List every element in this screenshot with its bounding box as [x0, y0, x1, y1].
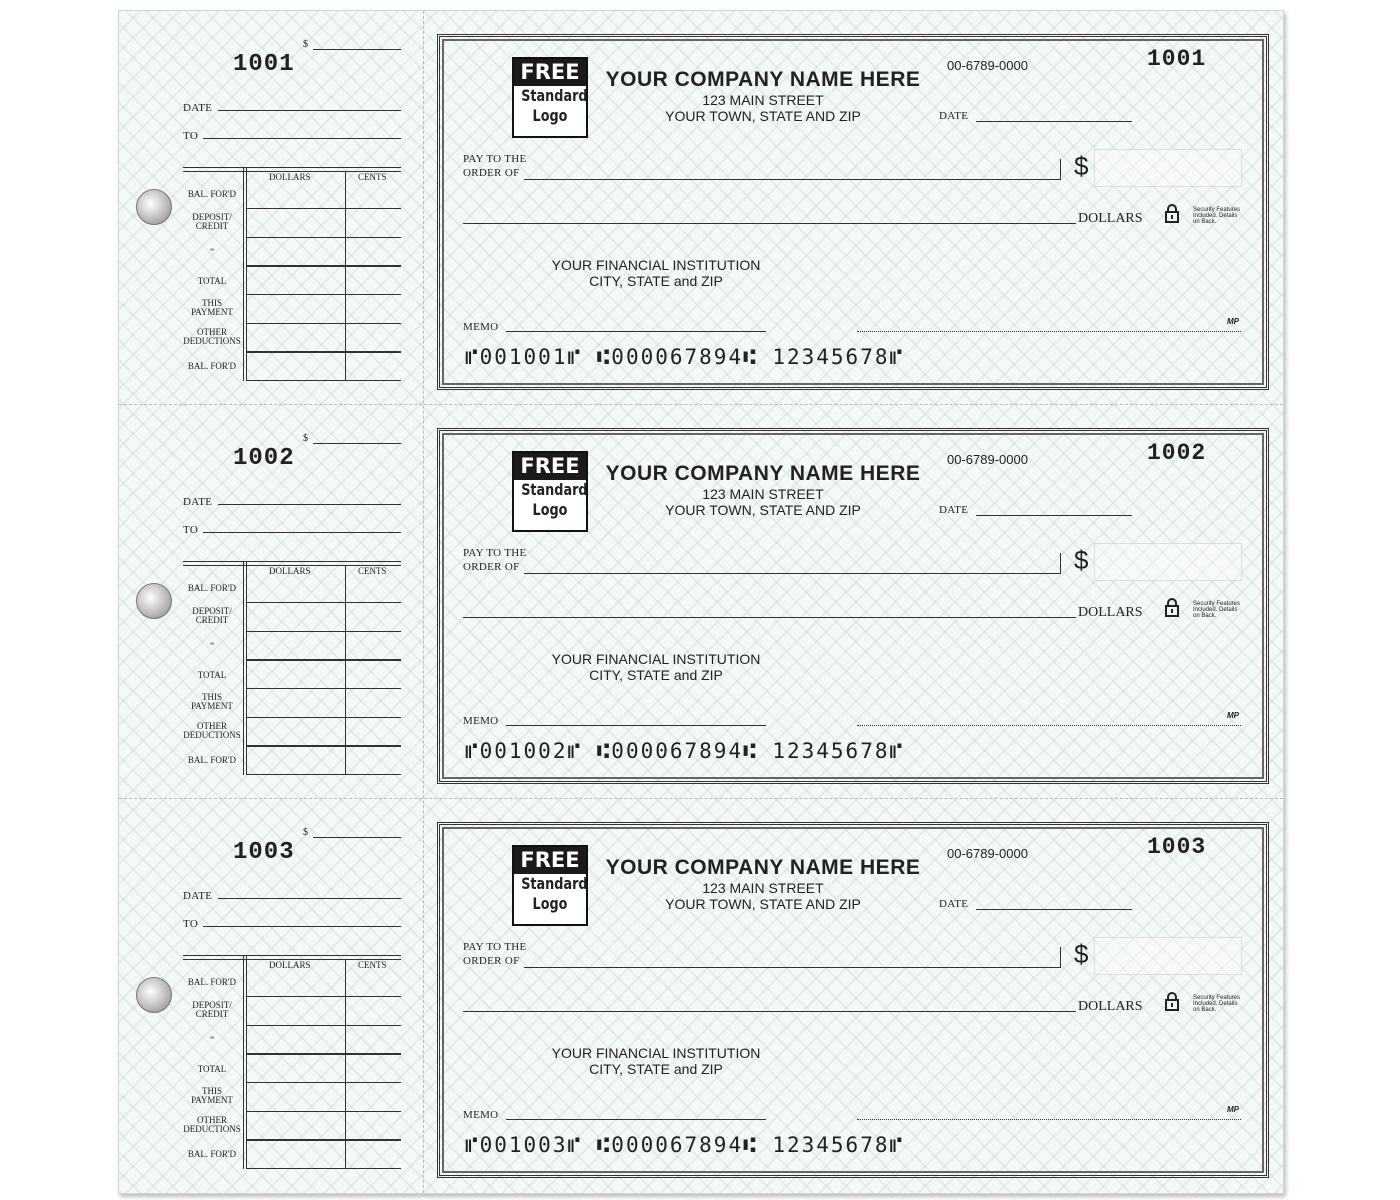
stub-row-line — [246, 294, 401, 295]
stub-row-line — [246, 996, 401, 997]
binder-hole — [136, 977, 172, 1013]
stub-to-label: TO — [183, 130, 199, 142]
mp-mark: MP — [1227, 711, 1239, 720]
logo-logo: Logo — [532, 500, 568, 519]
logo-logo: Logo — [532, 106, 568, 125]
stub-row-label: BAL. FOR'D — [187, 755, 237, 765]
logo-logo: Logo — [532, 894, 568, 913]
memo-line[interactable] — [506, 331, 766, 332]
stub-row-label: TOTAL — [197, 670, 227, 680]
dollars-label: DOLLARS — [1078, 211, 1143, 226]
stub-check-number: 1001 — [233, 51, 295, 78]
stub-row-label: THIS PAYMENT — [191, 1086, 233, 1105]
stub-cents-header: CENTS — [358, 566, 387, 576]
logo-standard: Standard — [521, 86, 588, 105]
stub-dollar-sign: $ — [303, 39, 308, 50]
stub-to-label: TO — [183, 918, 199, 930]
stub-row-line — [246, 208, 401, 209]
stub-cents-divider — [345, 171, 346, 381]
bank-name: YOUR FINANCIAL INSTITUTION — [551, 257, 761, 273]
check-row — [119, 799, 1283, 1193]
stub-row-line — [246, 323, 401, 324]
memo-label: MEMO — [463, 1109, 499, 1121]
memo-label: MEMO — [463, 321, 499, 333]
stub-row-label: TOTAL — [197, 276, 227, 286]
mp-mark: MP — [1227, 1105, 1239, 1114]
stub-row-label: ” — [210, 641, 214, 651]
amount-words-line[interactable] — [463, 223, 1076, 224]
stub-row-label: OTHER DEDUCTIONS — [183, 721, 241, 740]
pay-to-label: PAY TO THE — [463, 547, 527, 559]
stub-row-label: DEPOSIT/ CREDIT — [192, 606, 232, 625]
routing-fraction: 00-6789-0000 — [947, 846, 1028, 861]
stub-row-line — [246, 1111, 401, 1112]
security-note: Security Features Included. Details on Back. — [1193, 207, 1241, 225]
company-name: YOUR COMPANY NAME HERE — [605, 68, 921, 91]
stub-row-line — [246, 659, 401, 661]
stub-table-divider — [243, 955, 247, 1169]
check-row — [119, 11, 1283, 405]
logo-standard: Standard — [521, 480, 588, 499]
check-number: 1001 — [1147, 46, 1207, 72]
stub-date-label: DATE — [183, 102, 213, 114]
memo-line[interactable] — [506, 1119, 766, 1120]
stub-to-line[interactable] — [203, 926, 401, 927]
binder-hole — [136, 583, 172, 619]
stub-row-line — [246, 1025, 401, 1026]
stub-row-label: BAL. FOR'D — [187, 977, 237, 987]
stub-table-divider — [243, 561, 247, 775]
amount-words-line[interactable] — [463, 617, 1076, 618]
dollars-label: DOLLARS — [1078, 999, 1143, 1014]
lock-icon — [1164, 597, 1180, 617]
company-street: 123 MAIN STREET — [702, 880, 824, 896]
amount-words-line[interactable] — [463, 1011, 1076, 1012]
stub-amount-line[interactable] — [313, 49, 401, 50]
date-line[interactable] — [976, 515, 1132, 516]
lock-icon — [1164, 991, 1180, 1011]
logo-free: FREE — [514, 847, 586, 874]
signature-line[interactable] — [857, 725, 1241, 726]
stub-row-line — [246, 631, 401, 632]
payee-line[interactable] — [524, 947, 1061, 968]
stub-row-line — [246, 717, 401, 718]
stub-date-line[interactable] — [218, 504, 401, 505]
stub-row-label: TOTAL — [197, 1064, 227, 1074]
order-of-label: ORDER OF — [463, 561, 520, 573]
stub-check-number: 1002 — [233, 445, 295, 472]
stub-row-line — [246, 237, 401, 238]
date-line[interactable] — [976, 909, 1132, 910]
stub-row-line — [246, 380, 401, 381]
company-city: YOUR TOWN, STATE AND ZIP — [665, 896, 861, 912]
stub-date-line[interactable] — [218, 898, 401, 899]
stub-row-line — [246, 745, 401, 747]
security-note: Security Features Included. Details on Back. — [1193, 995, 1241, 1013]
logo-standard: Standard — [521, 874, 588, 893]
stub-row-label: BAL. FOR'D — [187, 583, 237, 593]
stub-row-line — [246, 1168, 401, 1169]
stub-row-label: ” — [210, 1035, 214, 1045]
stub-row-label: OTHER DEDUCTIONS — [183, 327, 241, 346]
stub-row-label: OTHER DEDUCTIONS — [183, 1115, 241, 1134]
routing-fraction: 00-6789-0000 — [947, 452, 1028, 467]
company-name: YOUR COMPANY NAME HERE — [605, 462, 921, 485]
order-of-label: ORDER OF — [463, 167, 520, 179]
company-name: YOUR COMPANY NAME HERE — [605, 856, 921, 879]
company-street: 123 MAIN STREET — [702, 92, 824, 108]
stub-row-line — [246, 351, 401, 353]
stub-to-label: TO — [183, 524, 199, 536]
company-city: YOUR TOWN, STATE AND ZIP — [665, 108, 861, 124]
bank-info — [474, 1045, 838, 1077]
stub-cents-header: CENTS — [358, 172, 387, 182]
logo-free: FREE — [514, 59, 586, 86]
dollar-sign: $ — [1074, 939, 1089, 969]
micr-line: ⑈001003⑈ ⑆000067894⑆ 12345678⑈ — [465, 1133, 905, 1157]
stub-cents-divider — [345, 959, 346, 1169]
check-sheet — [118, 10, 1284, 1194]
company-street: 123 MAIN STREET — [702, 486, 824, 502]
stub-check-number: 1003 — [233, 839, 295, 866]
stub-row-label: THIS PAYMENT — [191, 692, 233, 711]
micr-line: ⑈001001⑈ ⑆000067894⑆ 12345678⑈ — [465, 345, 905, 369]
stub-row-line — [246, 774, 401, 775]
signature-line[interactable] — [857, 1119, 1241, 1120]
bank-city: CITY, STATE and ZIP — [589, 1061, 723, 1077]
bank-info — [474, 651, 838, 683]
dollar-sign: $ — [1074, 151, 1089, 181]
stub-row-label: BAL. FOR'D — [187, 361, 237, 371]
stub-row-line — [246, 688, 401, 689]
bank-info — [474, 257, 838, 289]
stub-dollars-header: DOLLARS — [269, 172, 311, 182]
routing-fraction: 00-6789-0000 — [947, 58, 1028, 73]
bank-city: CITY, STATE and ZIP — [589, 273, 723, 289]
check-row — [119, 405, 1283, 799]
micr-line: ⑈001002⑈ ⑆000067894⑆ 12345678⑈ — [465, 739, 905, 763]
stub-date-label: DATE — [183, 890, 213, 902]
logo-free: FREE — [514, 453, 586, 480]
stub-amount-line[interactable] — [313, 443, 401, 444]
amount-box[interactable] — [1094, 543, 1242, 581]
memo-label: MEMO — [463, 715, 499, 727]
date-line[interactable] — [976, 121, 1132, 122]
stub-date-line[interactable] — [218, 110, 401, 111]
security-note: Security Features Included. Details on Back. — [1193, 601, 1241, 619]
pay-to-label: PAY TO THE — [463, 941, 527, 953]
stub-row-label: BAL. FOR'D — [187, 1149, 237, 1159]
stub-dollars-header: DOLLARS — [269, 566, 311, 576]
memo-line[interactable] — [506, 725, 766, 726]
check-number: 1003 — [1147, 834, 1207, 860]
signature-line[interactable] — [857, 331, 1241, 332]
date-label: DATE — [939, 110, 969, 122]
stub-dollar-sign: $ — [303, 827, 308, 838]
company-info — [563, 462, 963, 518]
stub-row-label: DEPOSIT/ CREDIT — [192, 1000, 232, 1019]
bank-city: CITY, STATE and ZIP — [589, 667, 723, 683]
amount-box[interactable] — [1094, 149, 1242, 187]
binder-hole — [136, 189, 172, 225]
pay-to-label: PAY TO THE — [463, 153, 527, 165]
payee-line[interactable] — [524, 553, 1061, 574]
check-number: 1002 — [1147, 440, 1207, 466]
stub-amount-line[interactable] — [313, 837, 401, 838]
stub-row-label: BAL. FOR'D — [187, 189, 237, 199]
stub-row-line — [246, 1053, 401, 1055]
bank-name: YOUR FINANCIAL INSTITUTION — [551, 651, 761, 667]
date-label: DATE — [939, 504, 969, 516]
stub-dollars-header: DOLLARS — [269, 960, 311, 970]
company-city: YOUR TOWN, STATE AND ZIP — [665, 502, 861, 518]
stub-row-line — [246, 1082, 401, 1083]
stub-row-label: THIS PAYMENT — [191, 298, 233, 317]
stub-to-line[interactable] — [203, 138, 401, 139]
lock-icon — [1164, 203, 1180, 223]
stub-row-line — [246, 602, 401, 603]
stub-to-line[interactable] — [203, 532, 401, 533]
stub-cents-divider — [345, 565, 346, 775]
stub-row-line — [246, 265, 401, 267]
stub-cents-header: CENTS — [358, 960, 387, 970]
dollars-label: DOLLARS — [1078, 605, 1143, 620]
company-info — [563, 68, 963, 124]
bank-name: YOUR FINANCIAL INSTITUTION — [551, 1045, 761, 1061]
order-of-label: ORDER OF — [463, 955, 520, 967]
dollar-sign: $ — [1074, 545, 1089, 575]
amount-box[interactable] — [1094, 937, 1242, 975]
stub-row-label: DEPOSIT/ CREDIT — [192, 212, 232, 231]
mp-mark: MP — [1227, 317, 1239, 326]
date-label: DATE — [939, 898, 969, 910]
stub-row-line — [246, 1139, 401, 1141]
stub-table-divider — [243, 167, 247, 381]
stub-dollar-sign: $ — [303, 433, 308, 444]
payee-line[interactable] — [524, 159, 1061, 180]
company-info — [563, 856, 963, 912]
stub-date-label: DATE — [183, 496, 213, 508]
stub-row-label: ” — [210, 247, 214, 257]
